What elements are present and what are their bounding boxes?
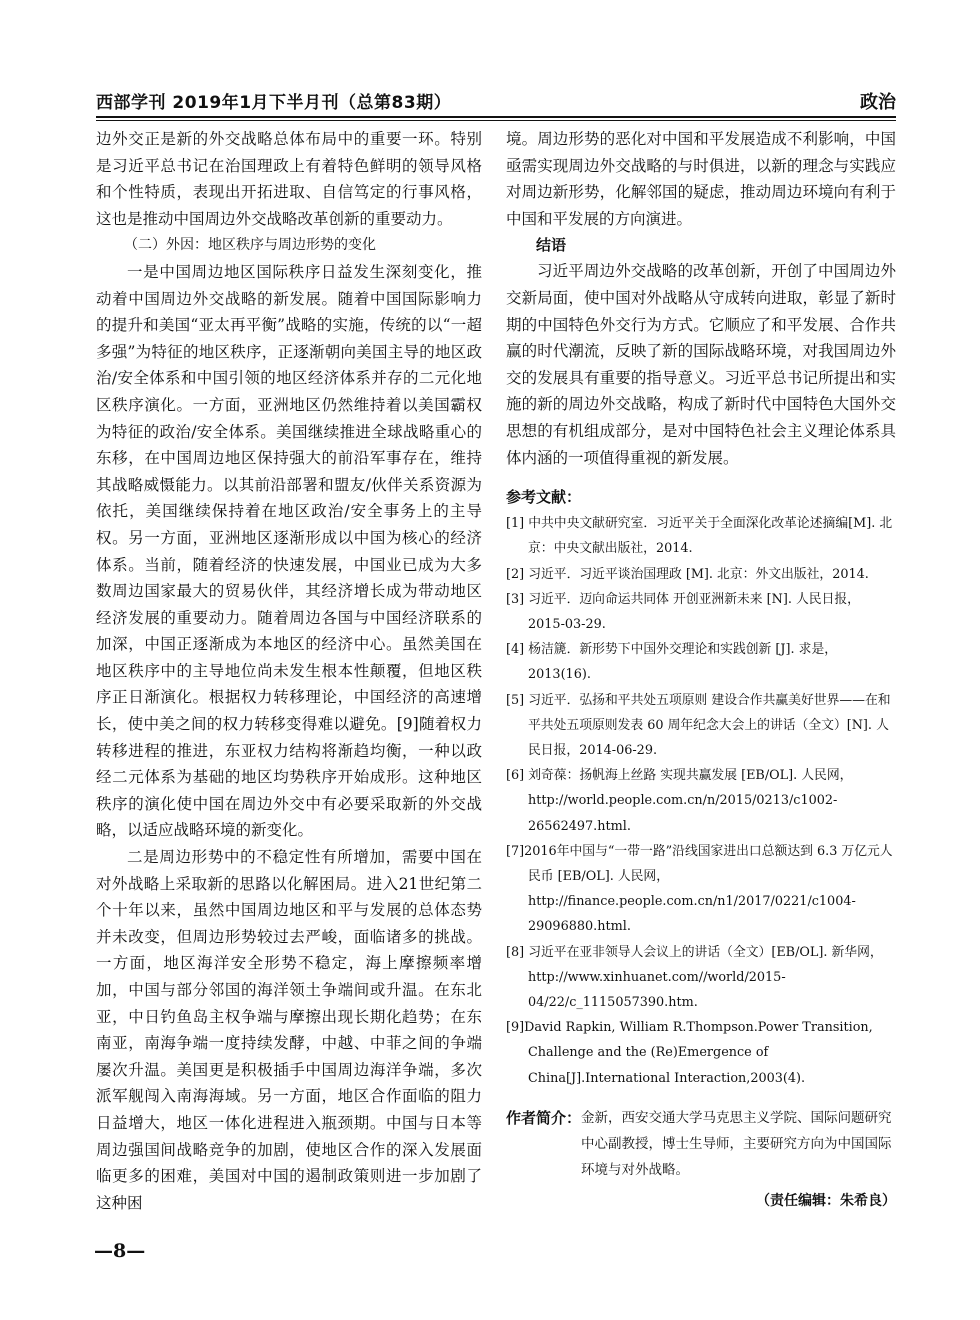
- body-paragraph: 二是周边形势中的不稳定性有所增加，需要中国在对外战略上采取新的思路以化解困局。进入21世纪第二个十年以来，虽然中国周边地区和平与发展的总体态势并未改变，但周边形势较过去严峻，面临诸多的挑战。一方面，地区海洋安全形势不稳定，海上摩擦频率增加，中国与部分邻国的海洋领土争端间或升温。在东北亚，中日钓鱼岛主权争端与摩擦出现长期化趋势；在东南亚，南海争端一度持续发酵，中越、中菲之间的争端屡次升温。美国更是积极插手中国周边海洋争端，多次派军舰闯入南海海域。另一方面，地区合作面临的阻力日益增大，地区一体化进程进入瓶颈期。中国与日本等周边强国间战略竞争的加剧，使地区合作的深入发展面临更多的困难，美国对中国的遏制政策则进一步加剧了这种困: [96, 848, 482, 1212]
- left-column: [96, 126, 482, 1216]
- body-paragraph: 境。周边形势的恶化对中国和平发展造成不利影响，中国亟需实现周边外交战略的与时俱进，以新的理念与实践应对周边新形势，化解邻国的疑虑，推动周边环境向有利于中国和平发展的方向演进。: [506, 130, 896, 228]
- reference-item: [6] 刘奇葆：扬帆海上丝路 实现共赢发展 [EB/OL]. 人民网，http://world.people.com.cn/n/2015/0213/c1002-26562497.html.: [506, 768, 853, 834]
- right-column: [506, 126, 896, 1213]
- conclusion-paragraph: 习近平周边外交战略的改革创新，开创了中国周边外交新局面，使中国对外战略从守成转向进取，彰显了新时期的中国特色外交行为方式。它顺应了和平发展、合作共赢的时代潮流，反映了新的国际战略环境，对我国周边外交的发展具有重要的指导意义。习近平总书记所提出和实施的新的周边外交战略，构成了新时代中国特色大国外交思想的有机组成部分，是对中国特色社会主义理论体系具体内涵的一项值得重视的新发展。: [506, 262, 896, 467]
- references-list: [506, 511, 896, 1091]
- conclusion-heading: 结语: [536, 236, 567, 255]
- page-number: —8—: [94, 1240, 146, 1262]
- body-paragraph: 一是中国周边地区国际秩序日益发生深刻变化，推动着中国周边外交战略的新发展。随着中国国际影响力的提升和美国“亚太再平衡”战略的实施，传统的以“一超多强”为特征的地区秩序，正逐渐朝向美国主导的地区政治/安全体系和中国引领的地区经济体系并存的二元化地区秩序演化。一方面，亚洲地区仍然维持着以美国霸权为特征的政治/安全体系。美国继续推进全球战略重心的东移，在中国周边地区保持强大的前沿军事存在，维持其战略威慑能力。以其前沿部署和盟友/伙伴关系资源为依托，美国继续保持着在地区政治/安全事务上的主导权。另一方面，亚洲地区逐渐形成以中国为核心的经济体系。当前，随着经济的快速发展，中国业已成为大多数周边国家最大的贸易伙伴，其经济增长成为带动地区经济发展的重要动力。随着周边各国与中国经济联系的加深，中国正逐渐成为本地区的经济中心。虽然美国在地区秩序中的主导地位尚未发生根本性颠覆，但地区秩序正日渐演化。根据权力转移理论，中国经济的高速增长，使中美之间的权力转移变得难以避免。[9]随着权力转移进程的推进，东亚权力结构将渐趋均衡，一种以政经二元体系为基础的地区均势秩序开始成形。这种地区秩序的演化使中国在周边外交中有必要采取新的外交战略，以适应战略环境的新变化。: [96, 262, 482, 840]
- reference-item: [5] 习近平．弘扬和平共处五项原则 建设合作共赢美好世界——在和平共处五项原则发表 60 周年纪念大会上的讲话（全文）[N]. 人民日报，2014-06-29.: [506, 692, 891, 758]
- subsection-heading: （二）外因：地区秩序与周边形势的变化: [124, 237, 376, 254]
- header-rule-thick: [96, 116, 896, 118]
- author-label: 作者简介：: [506, 1108, 582, 1127]
- section-label: 政治: [860, 92, 896, 113]
- running-header: [96, 86, 896, 112]
- responsible-editor: （责任编辑：朱希良）: [756, 1192, 896, 1209]
- references-heading: 参考文献：: [506, 488, 582, 507]
- reference-item: [3] 习近平．迈向命运共同体 开创亚洲新未来 [N]. 人民日报，2015-03-29.: [506, 591, 860, 632]
- reference-item: [7]2016年中国与“一带一路”沿线国家进出口总额达到 6.3 万亿元人民币 [EB/OL]. 人民网，http://finance.people.com.cn/n1/2017/0221/c1004-29096880.html.: [506, 843, 893, 935]
- journal-title: 西部学刊 2019年1月下半月刊（总第83期）: [96, 93, 452, 113]
- reference-item: [1] 中共中央文献研究室．习近平关于全面深化改革论述摘编[M]. 北京：中央文献出版社，2014.: [506, 516, 893, 557]
- reference-item: [9]David Rapkin, William R.Thompson.Power Transition, Challenge and the (Re)Emergence of China[J].International Interaction,2003(4).: [506, 1020, 873, 1086]
- reference-item: [4] 杨洁篪．新形势下中国外交理论和实践创新 [J]. 求是，2013(16).: [506, 642, 838, 683]
- header-rule-thin: [96, 120, 896, 121]
- body-paragraph: 边外交正是新的外交战略总体布局中的重要一环。特别是习近平总书记在治国理政上有着特色鲜明的领导风格和个性特质，表现出开拓进取、自信笃定的行事风格，这也是推动中国周边外交战略改革创新的重要动力。: [96, 130, 482, 228]
- reference-item: [8] 习近平在亚非领导人会议上的讲话（全文）[EB/OL]. 新华网，http://www.xinhuanet.com//world/2015-04/22/c_1115057390.htm.: [506, 944, 883, 1010]
- author-text: 金新，西安交通大学马克思主义学院、国际问题研究中心副教授，博士生导师，主要研究方向为中国国际环境与对外战略。: [581, 1109, 892, 1178]
- author-bio: [506, 1105, 896, 1183]
- reference-item: [2] 习近平．习近平谈治国理政 [M]. 北京：外文出版社，2014.: [506, 566, 869, 582]
